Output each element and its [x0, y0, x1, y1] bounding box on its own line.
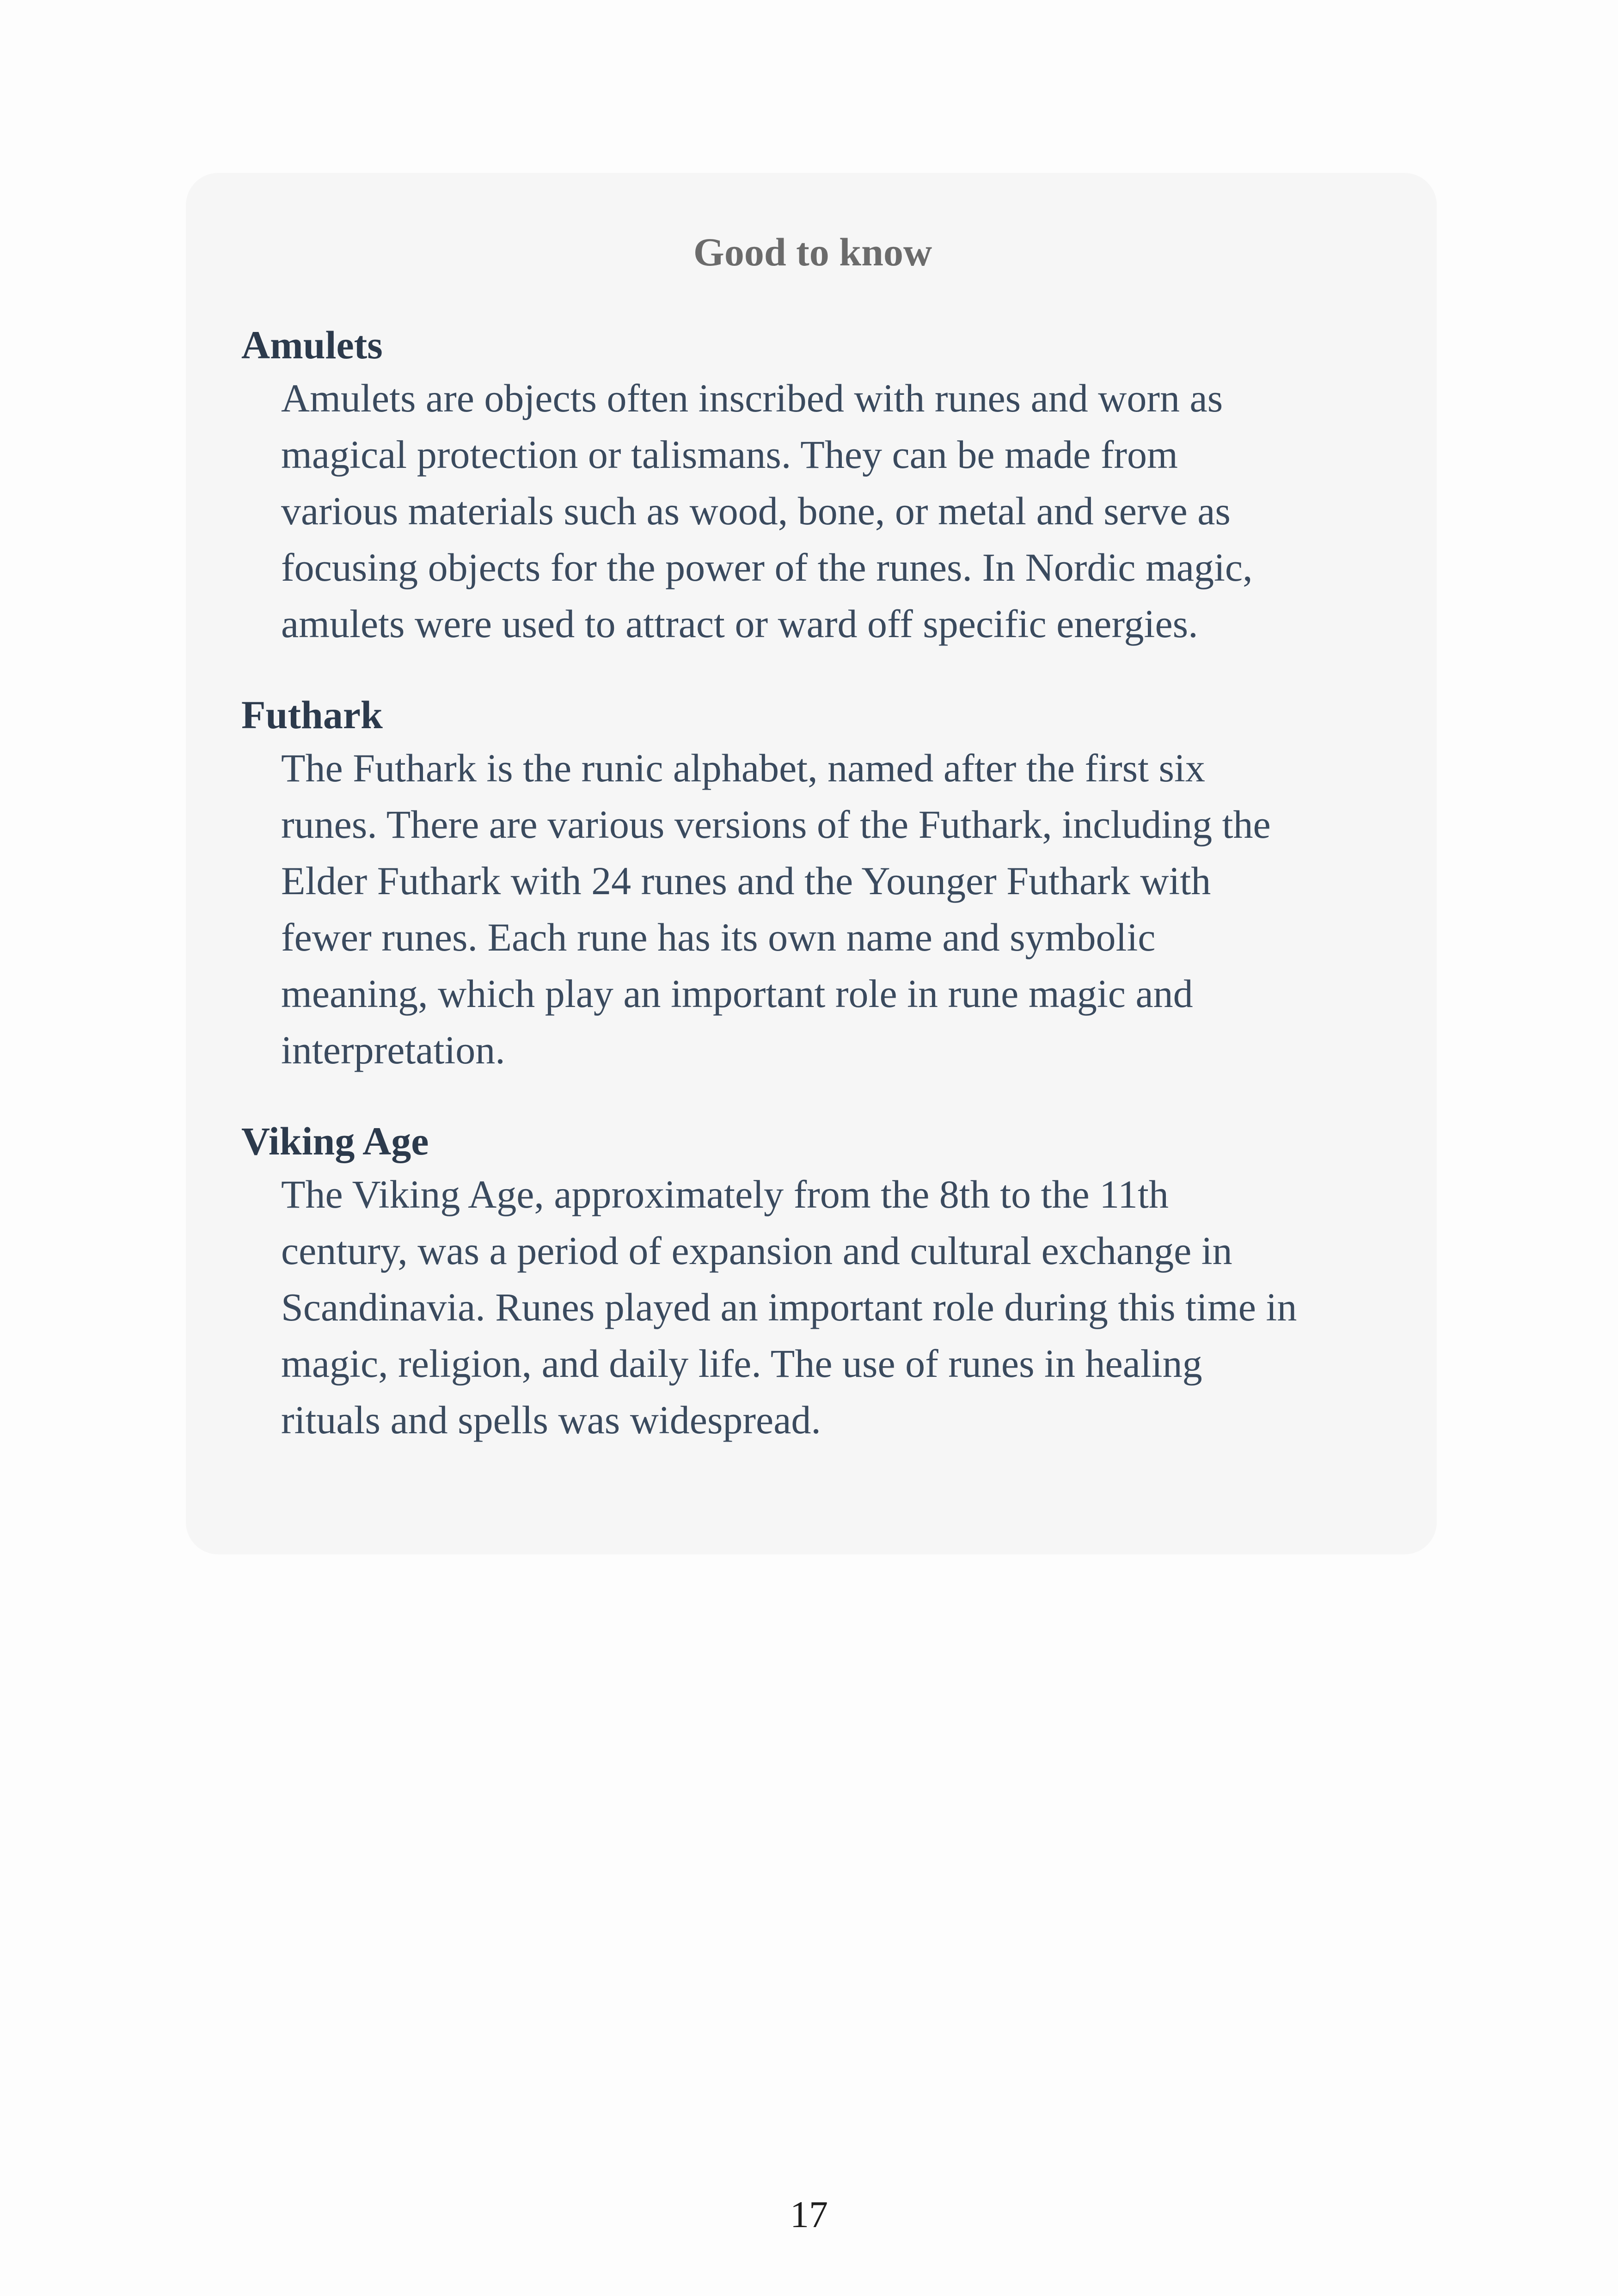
- definition-line: rituals and spells was widespread.: [281, 1398, 821, 1442]
- definition-line: fewer runes. Each rune has its own name and symbolic: [281, 915, 1156, 959]
- glossary-definition: [281, 1166, 1384, 1448]
- glossary-term: Viking Age: [241, 1119, 429, 1163]
- definition-line: magic, religion, and daily life. The use of runes in healing: [281, 1341, 1202, 1386]
- definition-line: Amulets are objects often inscribed with runes and worn as: [281, 376, 1223, 420]
- glossary-term: Amulets: [241, 323, 383, 367]
- box-title: Good to know: [693, 230, 932, 274]
- definition-line: Elder Futhark with 24 runes and the Younger Futhark with: [281, 859, 1211, 903]
- glossary-entry-viking-age: [241, 1116, 1384, 1448]
- definition-line: magical protection or talismans. They can be made from: [281, 432, 1178, 477]
- definition-line: runes. There are various versions of the Futhark, including the: [281, 802, 1271, 847]
- definition-line: Scandinavia. Runes played an important role during this time in: [281, 1285, 1297, 1329]
- glossary-definition: [281, 740, 1384, 1078]
- definition-line: century, was a period of expansion and cultural exchange in: [281, 1228, 1232, 1273]
- glossary-definition: [281, 370, 1384, 652]
- definition-line: interpretation.: [281, 1028, 505, 1072]
- definition-line: The Futhark is the runic alphabet, named after the first six: [281, 746, 1205, 790]
- good-to-know-box: [186, 173, 1437, 1554]
- definition-line: amulets were used to attract or ward off specific energies.: [281, 602, 1198, 646]
- glossary-entry-amulets: [241, 320, 1384, 652]
- glossary-entry-futhark: [241, 690, 1384, 1078]
- page-number: 17: [790, 2193, 828, 2235]
- definition-line: focusing objects for the power of the runes. In Nordic magic,: [281, 545, 1253, 589]
- glossary-term: Futhark: [241, 693, 383, 737]
- definition-line: The Viking Age, approximately from the 8th to the 11th: [281, 1172, 1169, 1216]
- definition-line: meaning, which play an important role in rune magic and: [281, 971, 1193, 1016]
- definition-line: various materials such as wood, bone, or metal and serve as: [281, 489, 1231, 533]
